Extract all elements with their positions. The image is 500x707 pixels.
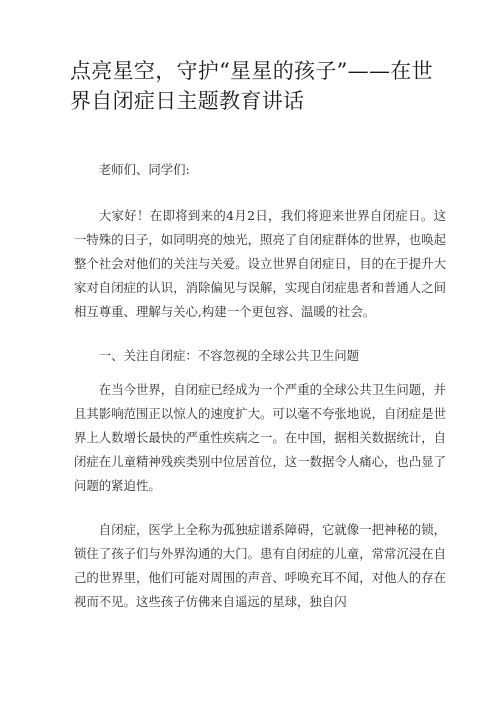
paragraph-global-issue: 在当今世界，自闭症已经成为一个严重的全球公共卫生问题，并且其影响范围正以惊人的速度扩大。可以毫不夸张地说，自闭症是世界上人数增长最快的严重性疾病之一。在中国，据相关数据统计，自闭症在儿童精神残疾类别中位居首位，这一数据令人痛心，也凸显了问题的紧迫性。 xyxy=(74,382,446,493)
document-body xyxy=(74,158,446,614)
section-heading: 一、关注自闭症：不容忽视的全球公共卫生问题 xyxy=(98,348,359,363)
paragraph-autism-definition: 自闭症，医学上全称为孤独症谱系障碍，它就像一把神秘的锁，锁住了孩子们与外界沟通的大门。患有自闭症的儿童，常常沉浸在自己的世界里，他们可能对周围的声音、呼唤充耳不闻，对他人的存在视而不见。这些孩子仿佛来自遥远的星球，独自闪 xyxy=(74,522,446,609)
salutation: 老师们、同学们: xyxy=(98,162,190,177)
document-title: 点亮星空，守护“星星的孩子”——在世界自闭症日主题教育讲话 xyxy=(70,59,433,113)
paragraph-intro: 大家好！在即将到来的4月2日，我们将迎来世界自闭症日。这一特殊的日子，如同明亮的烛光，照亮了自闭症群体的世界，也唤起整个社会对他们的关注与关爱。设立世界自闭症日，目的在于提升大家对自闭症的认识，消除偏见与误解，实现自闭症患者和普通人之间相互尊重、理解与关心,构建一个更包容、温暖的社会。 xyxy=(74,208,446,319)
